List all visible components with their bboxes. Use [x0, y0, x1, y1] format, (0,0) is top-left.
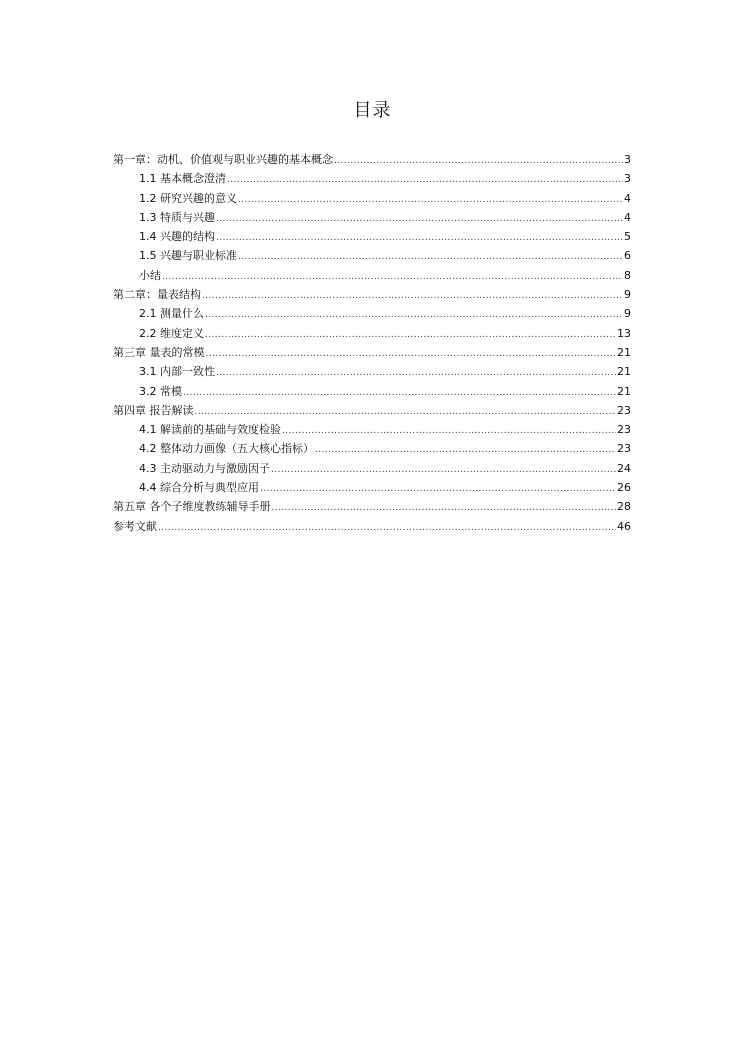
- toc-dot-leader: [216, 229, 623, 248]
- toc-entry[interactable]: [113, 227, 631, 246]
- toc-entry-label: 3.2 常模: [139, 384, 182, 398]
- toc-entry-label: 参考文献: [113, 519, 157, 533]
- toc-dot-leader: [260, 480, 616, 499]
- toc-list: [113, 150, 631, 536]
- toc-entry-page: 3: [624, 153, 631, 166]
- toc-dot-leader: [216, 364, 616, 383]
- toc-entry-page: 21: [617, 365, 631, 379]
- toc-entry-label: 第三章 量表的常模: [113, 345, 205, 359]
- toc-entry-page: 46: [617, 519, 631, 533]
- toc-dot-leader: [183, 384, 616, 403]
- toc-entry-label: 1.5 兴趣与职业标准: [139, 249, 237, 263]
- toc-dot-leader: [206, 345, 617, 364]
- toc-entry-label: 2.2 维度定义: [139, 326, 204, 340]
- toc-entry-page: 21: [617, 345, 631, 359]
- toc-entry[interactable]: [113, 459, 631, 478]
- toc-entry[interactable]: [113, 382, 631, 401]
- toc-entry[interactable]: [113, 304, 631, 323]
- toc-entry[interactable]: [113, 169, 631, 188]
- toc-entry-page: 13: [617, 326, 631, 340]
- toc-dot-leader: [202, 287, 623, 306]
- toc-dot-leader: [205, 306, 623, 325]
- toc-entry-label: 小结: [139, 268, 161, 282]
- toc-entry[interactable]: [113, 420, 631, 439]
- toc-dot-leader: [227, 171, 623, 190]
- toc-dot-leader: [205, 326, 616, 345]
- toc-entry-page: 23: [617, 442, 631, 456]
- toc-entry-page: 28: [617, 500, 631, 514]
- toc-entry-page: 3: [624, 172, 631, 186]
- toc-entry[interactable]: [113, 266, 631, 285]
- toc-entry[interactable]: [113, 343, 631, 362]
- toc-entry-page: 9: [624, 288, 631, 302]
- toc-entry-label: 1.2 研究兴趣的意义: [139, 191, 237, 205]
- toc-entry-page: 6: [624, 249, 631, 263]
- toc-entry-label: 1.3 特质与兴趣: [139, 210, 215, 224]
- toc-entry-label: 2.1 测量什么: [139, 307, 204, 321]
- toc-entry[interactable]: [113, 285, 631, 304]
- toc-dot-leader: [158, 519, 616, 538]
- toc-dot-leader: [272, 499, 617, 518]
- toc-entry-page: 23: [617, 403, 631, 417]
- toc-entry-page: 23: [617, 423, 631, 437]
- toc-entry-label: 4.2 整体动力画像（五大核心指标）: [139, 442, 314, 456]
- toc-entry-page: 8: [624, 268, 631, 282]
- toc-entry[interactable]: [113, 246, 631, 265]
- toc-entry-label: 4.1 解读前的基础与效度检验: [139, 423, 281, 437]
- toc-entry-label: 第二章：量表结构: [113, 288, 201, 302]
- toc-entry-label: 第四章 报告解读: [113, 403, 194, 417]
- toc-entry[interactable]: [113, 189, 631, 208]
- toc-entry[interactable]: [113, 439, 631, 458]
- toc-entry-page: 21: [617, 384, 631, 398]
- toc-dot-leader: [216, 210, 623, 229]
- toc-entry-page: 4: [624, 191, 631, 205]
- toc-dot-leader: [334, 152, 623, 171]
- toc-title: 目录: [353, 100, 392, 121]
- toc-entry-label: 1.4 兴趣的结构: [139, 230, 215, 244]
- toc-entry-page: 24: [617, 461, 631, 475]
- toc-dot-leader: [282, 422, 616, 441]
- toc-entry[interactable]: [113, 401, 631, 420]
- toc-dot-leader: [271, 461, 616, 480]
- toc-entry-label: 4.3 主动驱动力与激励因子: [139, 461, 270, 475]
- toc-entry-page: 9: [624, 307, 631, 321]
- toc-entry-label: 4.4 综合分析与典型应用: [139, 481, 259, 495]
- toc-entry[interactable]: [113, 208, 631, 227]
- toc-entry[interactable]: [113, 517, 631, 536]
- toc-entry[interactable]: [113, 150, 631, 169]
- toc-entry-label: 3.1 内部一致性: [139, 365, 215, 379]
- toc-dot-leader: [315, 441, 616, 460]
- toc-entry-label: 1.1 基本概念澄清: [139, 172, 226, 186]
- toc-entry-label: 第五章 各个子维度教练辅导手册: [113, 500, 271, 514]
- toc-dot-leader: [238, 191, 623, 210]
- toc-entry[interactable]: [113, 362, 631, 381]
- toc-entry[interactable]: [113, 324, 631, 343]
- toc-entry[interactable]: [113, 497, 631, 516]
- toc-entry-label: 第一章：动机、价值观与职业兴趣的基本概念: [113, 153, 333, 166]
- toc-entry-page: 5: [624, 230, 631, 244]
- toc-entry-page: 26: [617, 481, 631, 495]
- toc-dot-leader: [238, 248, 623, 267]
- toc-entry[interactable]: [113, 478, 631, 497]
- toc-dot-leader: [162, 268, 623, 287]
- toc-entry-page: 4: [624, 210, 631, 224]
